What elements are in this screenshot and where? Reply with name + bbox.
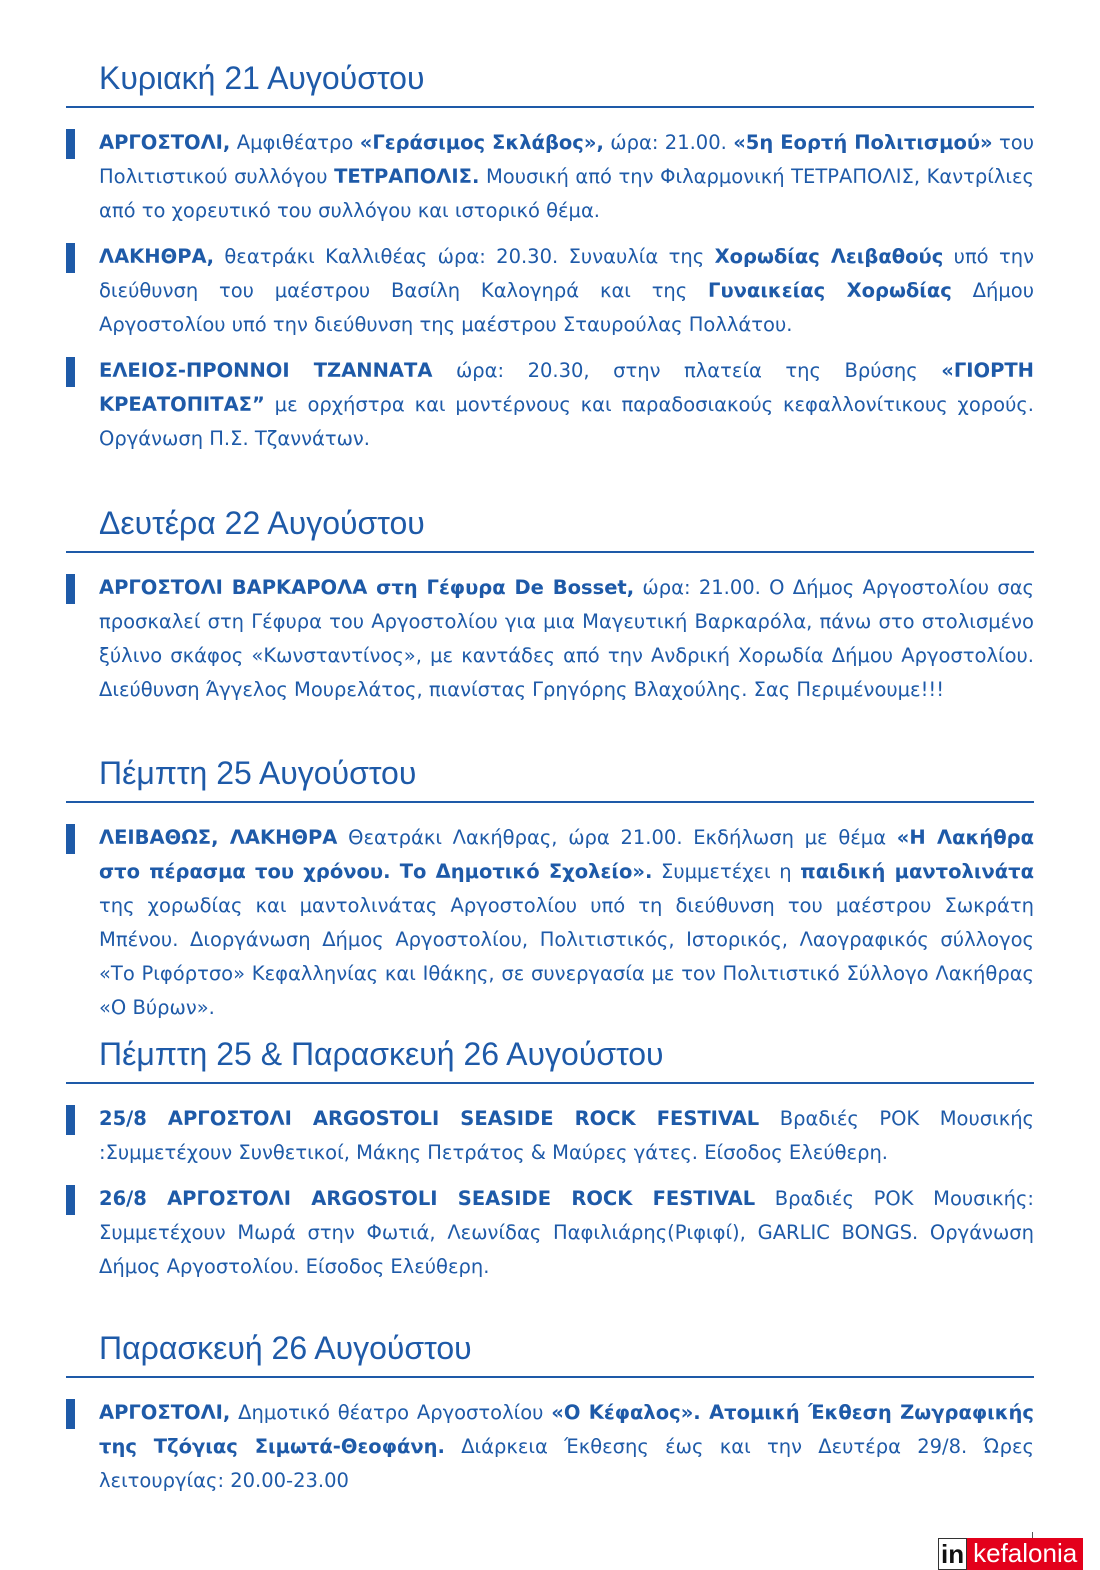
event-item <box>66 1396 1034 1498</box>
event-list <box>66 821 1034 1025</box>
event-bold-text: ΑΡΓΟΣΤΟΛΙ, <box>99 131 231 154</box>
event-bold-text: 26/8 ΑΡΓΟΣΤΟΛΙ ARGOSTOLI SEASIDE ROCK FESTIVAL <box>99 1187 756 1210</box>
event-bold-text: ΤΕΤΡΑΠΟΛΙΣ. <box>334 165 480 188</box>
event-bold-text: ΑΡΓΟΣΤΟΛΙ, <box>99 1401 231 1424</box>
heading-rule <box>66 801 1034 803</box>
day-heading: Δευτέρα 22 Αυγούστου <box>99 505 425 541</box>
event-list <box>66 571 1034 707</box>
event-list <box>66 126 1034 456</box>
inkefalonia-logo <box>938 1538 1083 1570</box>
bullet-bar <box>66 243 75 273</box>
event-text: του Πολιτιστικού συλλόγου <box>99 131 1034 188</box>
event-item <box>66 1102 1034 1170</box>
event-text: με ορχήστρα και μοντέρνους και παραδοσιακούς κεφαλλονίτικους χορούς. Οργάνωση Π.Σ. Τζαννάτων. <box>99 393 1034 450</box>
logo-prefix: in <box>938 1538 967 1570</box>
event-bold-text: 25/8 ΑΡΓΟΣΤΟΛΙ ARGOSTOLI SEASIDE ROCK FESTIVAL <box>99 1107 760 1130</box>
day-section <box>66 58 1034 456</box>
event-list <box>66 1102 1034 1284</box>
event-item <box>66 821 1034 1025</box>
event-text: Διάρκεια Έκθεσης έως και την Δευτέρα 29/8. Ώρες λειτουργίας: 20.00-23.00 <box>99 1435 1034 1492</box>
event-bold-text: «Ο Κέφαλος». Ατομική Έκθεση Ζωγραφικής της Τζόγιας Σιμωτά-Θεοφάνη. <box>99 1401 1034 1458</box>
event-text: Αμφιθέατρο <box>230 131 360 154</box>
event-text: Δημοτικό θέατρο Αργοστολίου <box>230 1401 552 1424</box>
logo-name: kefalonia <box>967 1538 1083 1570</box>
day-section <box>66 1034 1034 1284</box>
event-text: Θεατράκι Λακήθρας, ώρα 21.00. Εκδήλωση με θέμα <box>337 826 897 849</box>
day-section <box>66 1328 1034 1498</box>
heading-rule <box>66 1082 1034 1084</box>
event-bold-text: «5η Εορτή Πολιτισμού» <box>733 131 993 154</box>
bullet-bar <box>66 129 75 159</box>
event-text: θεατράκι Καλλιθέας ώρα: 20.30. Συναυλία της <box>213 245 715 268</box>
event-bold-text: Χορωδίας Λειβαθούς <box>714 245 944 268</box>
event-bold-text: ΑΡΓΟΣΤΟΛΙ ΒΑΡΚΑΡΟΛΑ στη Γέφυρα De Bosset, <box>99 576 635 599</box>
event-text: Συμμετέχει η <box>652 860 801 883</box>
event-bold-text: παιδική μαντολινάτα <box>800 860 1034 883</box>
event-text: της χορωδίας και μαντολινάτας Αργοστολίου υπό τη διεύθυνση του μαέστρου Σωκράτη Μπένου. Διοργάνωση Δήμος Αργοστολίου, Πολιτιστικός, Ιστορικός, Λαογραφικός σύλλογος «Το Ριφόρτσο» Κεφαλληνίας και Ιθάκης, σε συνεργασία με τον Πολιτιστικό Σύλλογο Λακήθρας «Ο Βύρων». <box>99 894 1034 1019</box>
day-heading: Πέμπτη 25 & Παρασκευή 26 Αυγούστου <box>99 1036 664 1072</box>
event-item <box>66 354 1034 456</box>
day-heading: Κυριακή 21 Αυγούστου <box>99 60 425 96</box>
bullet-bar <box>66 357 75 387</box>
event-text: Δήμου Αργοστολίου υπό την διεύθυνση της μαέστρου Σταυρούλας Πολλάτου. <box>99 279 1034 336</box>
event-text: Βραδιές ΡΟΚ Μουσικής :Συμμετέχουν Συνθετικοί, Μάκης Πετράτος & Μαύρες γάτες. Είσοδος Ελεύθερη. <box>99 1107 1034 1164</box>
event-bold-text: «ΓΙΟΡΤΗ ΚΡΕΑΤΟΠΙΤΑΣ” <box>99 359 1034 416</box>
event-item <box>66 126 1034 228</box>
event-bold-text: «Γεράσιμος Σκλάβος», <box>359 131 604 154</box>
bullet-bar <box>66 824 75 854</box>
day-section <box>66 753 1034 1025</box>
event-text: ώρα: 21.00. <box>603 131 734 154</box>
day-section <box>66 503 1034 707</box>
day-heading: Πέμπτη 25 Αυγούστου <box>99 755 417 791</box>
event-bold-text: ΛΕΙΒΑΘΩΣ, ΛΑΚΗΘΡΑ <box>99 826 338 849</box>
bullet-bar <box>66 1105 75 1135</box>
event-bold-text: Γυναικείας Χορωδίας <box>708 279 952 302</box>
event-text: υπό την διεύθυνση του μαέστρου Βασίλη Καλογηρά και της <box>99 245 1035 302</box>
event-text: ώρα: 21.00. Ο Δήμος Αργοστολίου σας προσκαλεί στη Γέφυρα του Αργοστολίου για μια Μαγευτική Βαρκαρόλα, πάνω στο στολισμένο ξύλινο σκάφος «Κωνσταντίνος», με καντάδες από την Ανδρική Χορωδία Δήμου Αργοστολίου. Διεύθυνση Άγγελος Μουρελάτος, πιανίστας Γρηγόρης Βλαχούλης. Σας Περιμένουμε!!! <box>99 576 1034 701</box>
heading-rule <box>66 106 1034 108</box>
heading-rule <box>66 1376 1034 1378</box>
day-heading: Παρασκευή 26 Αυγούστου <box>99 1330 472 1366</box>
event-bold-text: ΛΑΚΗΘΡΑ, <box>99 245 214 268</box>
bullet-bar <box>66 1185 75 1215</box>
event-text: Μουσική από την Φιλαρμονική ΤΕΤΡΑΠΟΛΙΣ, Καντρίλιες από το χορευτικό του συλλόγου και ιστορικό θέμα. <box>99 165 1034 222</box>
event-bold-text: ΕΛΕΙΟΣ-ΠΡΟΝΝΟΙ ΤΖΑΝΝΑΤΑ <box>99 359 433 382</box>
event-item <box>66 571 1034 707</box>
event-list <box>66 1396 1034 1498</box>
event-item <box>66 1182 1034 1284</box>
bullet-bar <box>66 1399 75 1429</box>
event-bold-text: «Η Λακήθρα στο πέρασμα του χρόνου. Το Δημοτικό Σχολείο». <box>99 826 1034 883</box>
heading-rule <box>66 551 1034 553</box>
event-text: ώρα: 20.30, στην πλατεία της Βρύσης <box>432 359 942 382</box>
event-item <box>66 240 1034 342</box>
event-text: Βραδιές ΡΟΚ Μουσικής: Συμμετέχουν Μωρά στην Φωτιά, Λεωνίδας Παφιλιάρης(Ριφιφί), GARLIC BONGS. Οργάνωση Δήμος Αργοστολίου. Είσοδος Ελεύθερη. <box>99 1187 1034 1278</box>
bullet-bar <box>66 574 75 604</box>
